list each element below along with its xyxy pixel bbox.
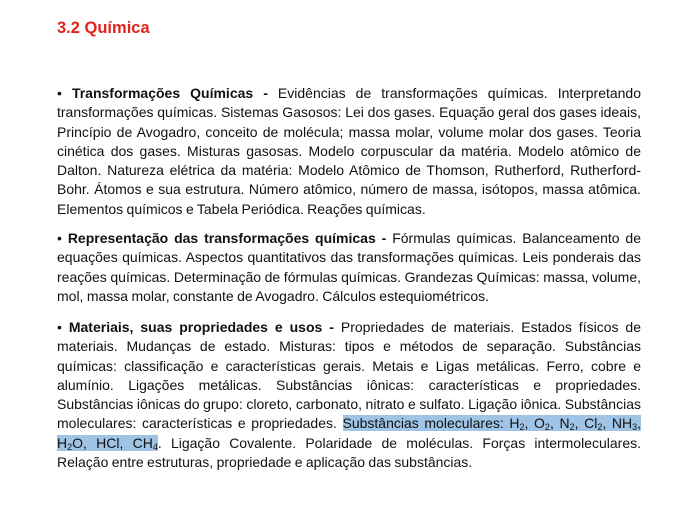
paragraph-transformacoes-quimicas bbox=[57, 84, 641, 219]
paragraph-title: Materiais, suas propriedades e usos - bbox=[68, 319, 334, 335]
bullet: • bbox=[57, 230, 62, 246]
separator: , bbox=[524, 415, 535, 432]
formula-nh3: NH bbox=[611, 415, 633, 432]
paragraph-body: Evidências de transformações químicas. Interpretando transformações químicas. Sistemas Gasosos: Lei dos gases. Equação geral dos gases ideais, Princípio de Avogadro, conceito de molécula; massa molar, volume molar dos gases. Teoria cinética dos gases. Misturas gasosas. Modelo corpuscular da matéria. Modelo atômico de Dalton. Natureza elétrica da matéria: Modelo Atômico de Thomson, Rutherford, Rutherford-Bohr. Átomos e sua estrutura. Número atômico, número de massa, isótopos, massa atômica. Elementos químicos e Tabela Periódica. Reações químicas. bbox=[57, 85, 642, 217]
formula-n2: N bbox=[559, 415, 570, 432]
separator: , bbox=[83, 434, 97, 451]
subscript: 2 bbox=[67, 441, 73, 452]
subscript: 2 bbox=[569, 422, 575, 433]
formula-ch4: CH bbox=[132, 434, 153, 451]
formula-o2: O bbox=[534, 415, 545, 432]
paragraph-title: Representação das transformações químicas - bbox=[67, 230, 387, 246]
subscript: 4 bbox=[152, 441, 158, 452]
paragraph-body: Propriedades de materiais. Estados físicos de materiais. Mudanças de estado. Misturas: tipos e métodos de separação. Substâncias químicas: classificação e características gerais. Metais e Ligas metálicas. Ferro, cobre e alumínio. Ligações metálicas. Substâncias iônicas: características e propriedades. Substâncias iônicas do grupo: cloreto, carbonato, nitrato e sulfato. Ligação iônica. Substâncias moleculares: características e propriedades. bbox=[57, 319, 642, 432]
bullet: • bbox=[57, 319, 62, 335]
separator: , bbox=[637, 415, 642, 432]
paragraph-title: Transformações Químicas - bbox=[71, 85, 268, 101]
subscript: 3 bbox=[632, 422, 638, 433]
paragraph-representacao bbox=[57, 229, 641, 306]
separator: , bbox=[549, 415, 560, 432]
subscript: 2 bbox=[544, 422, 550, 433]
separator: , bbox=[574, 415, 585, 432]
paragraph-tail: . Ligação Covalente. Polaridade de moléculas. Forças intermoleculares. Relação entre estruturas, propriedade e aplicação das substâncias. bbox=[57, 434, 642, 471]
section-heading: 3.2 Química bbox=[57, 19, 150, 37]
formula-hcl: HCl bbox=[96, 434, 120, 451]
highlight-lead: Substâncias moleculares: bbox=[342, 415, 510, 432]
formula-h2: H bbox=[509, 415, 520, 432]
subscript: 2 bbox=[519, 422, 525, 433]
subscript: 2 bbox=[597, 422, 603, 433]
paragraph-materiais bbox=[57, 318, 641, 472]
separator: , bbox=[119, 434, 133, 451]
formula-cl2: Cl bbox=[584, 415, 598, 432]
separator: , bbox=[602, 415, 612, 432]
formula-h2o-o: O bbox=[72, 434, 84, 451]
formula-h2o: H bbox=[57, 434, 68, 451]
paragraph-body: Fórmulas químicas. Balanceamento de equações químicas. Aspectos quantitativos das transformações químicas. Leis ponderais das reações químicas. Determinação de fórmulas químicas. Grandezas Químicas: massa, volume, mol, massa molar, constante de Avogadro. Cálculos estequiométricos. bbox=[57, 230, 642, 304]
bullet: • bbox=[57, 85, 62, 101]
